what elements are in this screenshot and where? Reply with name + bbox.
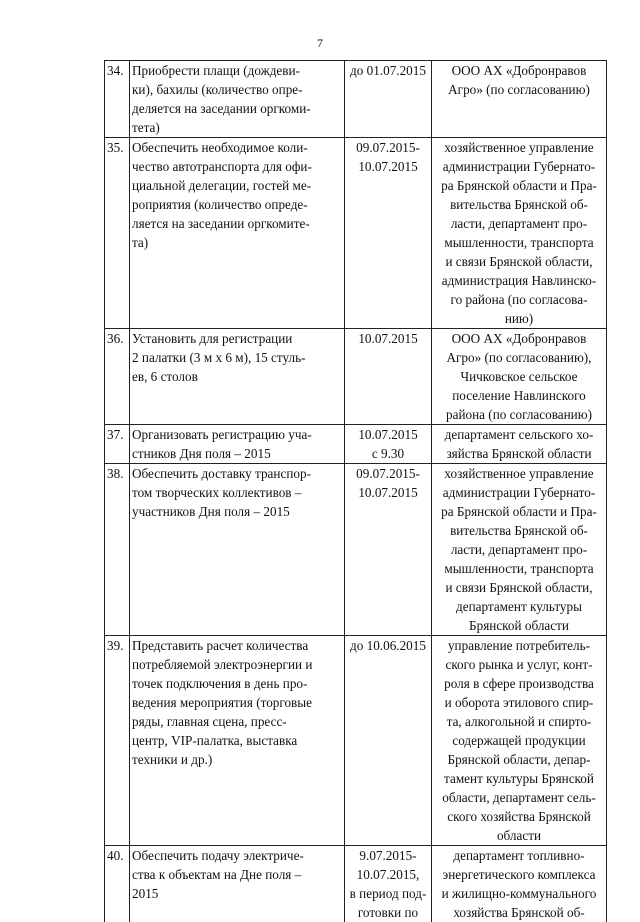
task-cell [130,636,345,846]
item-number: 36. [105,329,130,425]
responsible-cell-line: хозяйства Брянской об- [434,903,604,922]
deadline-cell-line: с 9.30 [347,444,429,463]
responsible-cell-line: тамент культуры Брянской [434,769,604,788]
deadline-cell-line: 09.07.2015- [347,138,429,157]
page-number: 7 [0,36,640,51]
item-number: 38. [105,464,130,636]
deadline-cell-line: готовки по [347,903,429,922]
table-row [105,61,607,138]
responsible-cell-line: администрация Навлинско- [434,271,604,290]
task-cell-line: ев, 6 столов [132,367,342,386]
responsible-cell-line: управление потребитель- [434,636,604,655]
task-cell-line: Приобрести плащи (дождеви- [132,61,342,80]
deadline-cell [345,846,432,922]
responsible-cell-line: департамент сельского хо- [434,425,604,444]
responsible-cell-line: и связи Брянской области, [434,578,604,597]
responsible-cell-line: администрации Губернато- [434,157,604,176]
deadline-cell-line: до 01.07.2015 [347,61,429,80]
deadline-cell-line: 9.07.2015- [347,846,429,865]
responsible-cell-line: хозяйственное управление [434,464,604,483]
responsible-cell [432,425,607,464]
responsible-cell-line: вительства Брянской об- [434,195,604,214]
task-cell-line: деляется на заседании оргкоми- [132,99,342,118]
responsible-cell-line: го района (по согласова- [434,290,604,309]
responsible-cell-line: и связи Брянской области, [434,252,604,271]
responsible-cell-line: администрации Губернато- [434,483,604,502]
responsible-cell-line: Брянской области [434,616,604,635]
responsible-cell-line: Чичковское сельское [434,367,604,386]
table-row [105,329,607,425]
responsible-cell-line: и оборота этилового спир- [434,693,604,712]
item-number: 35. [105,138,130,329]
task-cell-line: потребляемой электроэнергии и [132,655,342,674]
deadline-cell-line: 09.07.2015- [347,464,429,483]
responsible-cell [432,61,607,138]
item-number: 40. [105,846,130,922]
deadline-cell [345,61,432,138]
responsible-cell [432,846,607,922]
task-cell-line: ства к объектам на Дне поля – [132,865,342,884]
task-cell-line: чество автотранспорта для офи- [132,157,342,176]
responsible-cell-line: нию) [434,309,604,328]
table-row [105,425,607,464]
deadline-cell-line: 10.07.2015 [347,425,429,444]
deadline-cell-line: 10.07.2015 [347,483,429,502]
deadline-cell [345,636,432,846]
task-cell-line: центр, VIP-палатка, выставка [132,731,342,750]
task-cell-line: Установить для регистрации [132,329,342,348]
responsible-cell-line: ского рынка и услуг, конт- [434,655,604,674]
task-cell-line: том творческих коллективов – [132,483,342,502]
responsible-cell-line: зяйства Брянской области [434,444,604,463]
responsible-cell-line: роля в сфере производства [434,674,604,693]
responsible-cell-line: области, департамент сель- [434,788,604,807]
responsible-cell [432,138,607,329]
responsible-cell-line: ласти, департамент про- [434,214,604,233]
task-cell-line: техники и др.) [132,750,342,769]
task-cell-line: точек подключения в день про- [132,674,342,693]
action-plan-table [104,60,607,922]
deadline-cell-line: 10.07.2015 [347,157,429,176]
task-cell [130,329,345,425]
responsible-cell-line: мышленности, транспорта [434,559,604,578]
table-row [105,464,607,636]
task-cell [130,425,345,464]
deadline-cell [345,329,432,425]
task-cell-line: та) [132,233,342,252]
responsible-cell-line: Агро» (по согласованию), [434,348,604,367]
responsible-cell-line: Агро» (по согласованию) [434,80,604,99]
task-cell-line: Обеспечить необходимое коли- [132,138,342,157]
item-number: 37. [105,425,130,464]
responsible-cell-line: области [434,826,604,845]
responsible-cell-line: ра Брянской области и Пра- [434,502,604,521]
task-cell [130,61,345,138]
responsible-cell-line: департамент топливно- [434,846,604,865]
task-cell-line: ляется на заседании оргкомите- [132,214,342,233]
responsible-cell-line: ра Брянской области и Пра- [434,176,604,195]
deadline-cell-line: 10.07.2015, [347,865,429,884]
responsible-cell-line: содержащей продукции [434,731,604,750]
task-cell-line: роприятия (количество опреде- [132,195,342,214]
task-cell-line: 2015 [132,884,342,903]
responsible-cell [432,636,607,846]
task-cell-line: Представить расчет количества [132,636,342,655]
responsible-cell-line: Брянской области, депар- [434,750,604,769]
responsible-cell [432,329,607,425]
table-row [105,846,607,922]
deadline-cell [345,138,432,329]
table-row [105,138,607,329]
task-cell-line: 2 палатки (3 м х 6 м), 15 стуль- [132,348,342,367]
responsible-cell-line: департамент культуры [434,597,604,616]
task-cell [130,464,345,636]
task-cell-line: ведения мероприятия (торговые [132,693,342,712]
responsible-cell-line: ласти, департамент про- [434,540,604,559]
task-cell-line: стников Дня поля – 2015 [132,444,342,463]
deadline-cell-line: до 10.06.2015 [347,636,429,655]
responsible-cell-line: района (по согласованию) [434,405,604,424]
task-cell-line: Обеспечить подачу электриче- [132,846,342,865]
task-cell-line: ряды, главная сцена, пресс- [132,712,342,731]
responsible-cell-line: ского хозяйства Брянской [434,807,604,826]
task-cell-line: ки), бахилы (количество опре- [132,80,342,99]
responsible-cell-line: энергетического комплекса [434,865,604,884]
task-cell-line: циальной делегации, гостей ме- [132,176,342,195]
deadline-cell [345,464,432,636]
responsible-cell-line: вительства Брянской об- [434,521,604,540]
responsible-cell-line: мышленности, транспорта [434,233,604,252]
task-cell [130,846,345,922]
task-cell [130,138,345,329]
responsible-cell-line: та, алкогольной и спирто- [434,712,604,731]
responsible-cell-line: и жилищно-коммунального [434,884,604,903]
deadline-cell [345,425,432,464]
responsible-cell-line: ООО АХ «Добронравов [434,61,604,80]
task-cell-line: участников Дня поля – 2015 [132,502,342,521]
item-number: 34. [105,61,130,138]
responsible-cell [432,464,607,636]
responsible-cell-line: хозяйственное управление [434,138,604,157]
task-cell-line: тета) [132,118,342,137]
deadline-cell-line: 10.07.2015 [347,329,429,348]
task-cell-line: Обеспечить доставку транспор- [132,464,342,483]
item-number: 39. [105,636,130,846]
task-cell-line: Организовать регистрацию уча- [132,425,342,444]
responsible-cell-line: поселение Навлинского [434,386,604,405]
responsible-cell-line: ООО АХ «Добронравов [434,329,604,348]
deadline-cell-line: в период под- [347,884,429,903]
table-row [105,636,607,846]
